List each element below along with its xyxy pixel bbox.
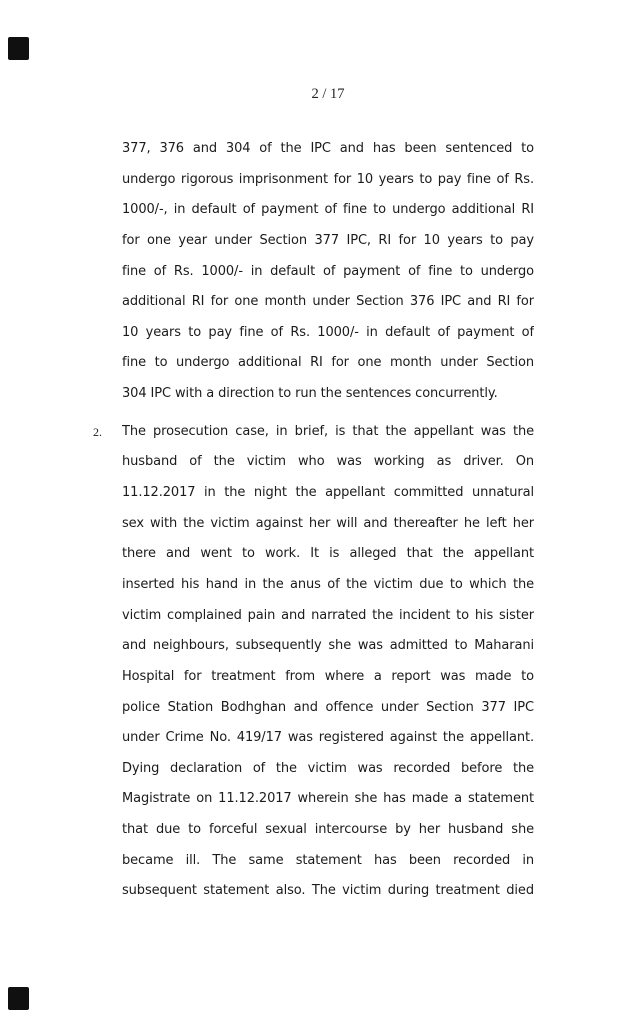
text-line: and neighbours, subsequently she was admitted to Maharani xyxy=(122,638,534,654)
text-line: 10 years to pay fine of Rs. 1000/- in default of payment of xyxy=(122,324,534,340)
document-body xyxy=(93,134,534,907)
text-line: 304 IPC with a direction to run the sentences concurrently. xyxy=(122,386,498,402)
text-line: subsequent statement also. The victim during treatment died xyxy=(122,883,534,899)
paragraph xyxy=(93,417,534,907)
text-line: fine to undergo additional RI for one month under Section xyxy=(122,355,534,371)
text-line: Dying declaration of the victim was recorded before the xyxy=(122,760,534,776)
text-line: inserted his hand in the anus of the victim due to which the xyxy=(122,576,534,592)
text-line: sex with the victim against her will and thereafter he left her xyxy=(122,515,534,531)
text-line: Hospital for treatment from where a report was made to xyxy=(122,668,534,684)
text-line: undergo rigorous imprisonment for 10 years to pay fine of Rs. xyxy=(122,171,534,187)
text-line: additional RI for one month under Section 376 IPC and RI for xyxy=(122,294,534,310)
text-line: for one year under Section 377 IPC, RI for 10 years to pay xyxy=(122,232,534,248)
text-line: The prosecution case, in brief, is that the appellant was the xyxy=(122,423,534,439)
scan-mark-top xyxy=(8,37,29,60)
text-line: fine of Rs. 1000/- in default of payment of fine to undergo xyxy=(122,263,534,279)
text-line: Magistrate on 11.12.2017 wherein she has made a statement xyxy=(122,791,534,807)
text-line: 11.12.2017 in the night the appellant committed unnatural xyxy=(122,485,534,501)
text-line: 377, 376 and 304 of the IPC and has been sentenced to xyxy=(122,141,534,156)
text-line: that due to forceful sexual intercourse by her husband she xyxy=(122,822,534,838)
paragraph-number: 2. xyxy=(93,424,102,439)
text-line: victim complained pain and narrated the incident to his sister xyxy=(122,607,534,623)
text-line: 1000/-, in default of payment of fine to undergo additional RI xyxy=(122,202,534,218)
text-line: police Station Bodhghan and offence under Section 377 IPC xyxy=(122,699,534,715)
text-line: under Crime No. 419/17 was registered against the appellant. xyxy=(122,730,534,746)
text-line: there and went to work. It is alleged that the appellant xyxy=(122,546,534,562)
scan-mark-bottom xyxy=(8,987,29,1010)
paragraph xyxy=(122,134,534,410)
text-line: husband of the victim who was working as driver. On xyxy=(122,454,534,470)
text-line: became ill. The same statement has been recorded in xyxy=(122,852,534,868)
page-number: 2 / 17 xyxy=(311,86,345,102)
